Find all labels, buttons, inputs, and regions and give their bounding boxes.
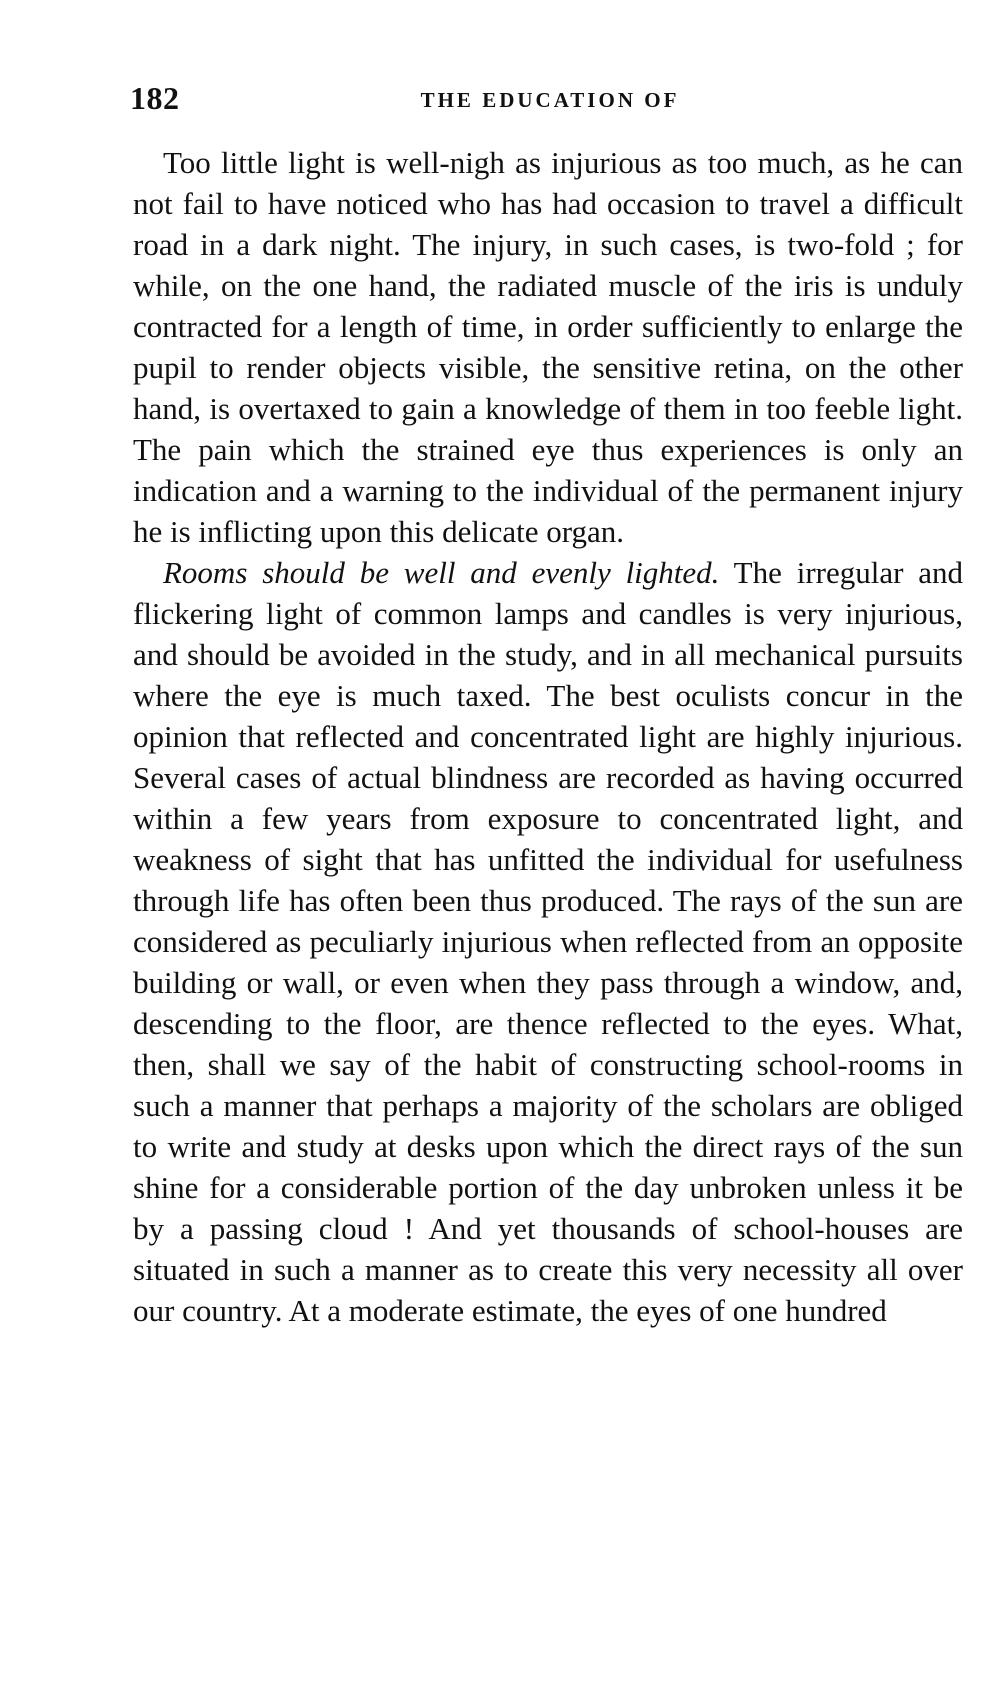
paragraph-1-text: Too little light is well-nigh as injurious as too much, as he can not fail to have noticed who has had occasion to travel a difficult road in a dark night. The injury, in such cases, is two-fold ; for while, on the one hand, the radiated muscle of the iris is unduly contracted for a length of time, in order sufficiently to enlarge the pupil to render objects visible, the sensitive retina, on the other hand, is overtaxed to gain a knowledge of them in too feeble light. The pain which the strained eye thus experiences is only an indication and a warning to the individual of the permanent injury he is inflicting upon this delicate organ. bbox=[133, 145, 963, 549]
paragraph-1 bbox=[133, 142, 963, 552]
paragraph-2-italic-lead: Rooms should be well and evenly lighted. bbox=[163, 555, 720, 590]
body-text bbox=[133, 142, 963, 1331]
paragraph-2 bbox=[133, 552, 963, 1331]
page-header bbox=[130, 80, 960, 124]
paragraph-2-text: The irregular and flickering light of common lamps and candles is very injurious, and should be avoided in the study, and in all mechanical pursuits where the eye is much taxed. The best oculists concur in the opinion that reflected and concentrated light are highly injurious. Several cases of actual blindness are recorded as having occurred within a few years from exposure to concentrated light, and weakness of sight that has unfitted the individual for usefulness through life has often been thus produced. The rays of the sun are considered as peculiarly injurious when reflected from an opposite building or wall, or even when they pass through a window, and, descending to the floor, are thence reflected to the eyes. What, then, shall we say of the habit of constructing school-rooms in such a manner that perhaps a majority of the scholars are obliged to write and study at desks upon which the direct rays of the sun shine for a considerable portion of the day unbroken unless it be by a passing cloud ! And yet thousands of school-houses are situated in such a manner as to create this very necessity all over our country. At a moderate estimate, the eyes of one hundred bbox=[133, 555, 963, 1328]
running-head: THE EDUCATION OF bbox=[420, 88, 680, 112]
page-number: 182 bbox=[130, 80, 180, 116]
